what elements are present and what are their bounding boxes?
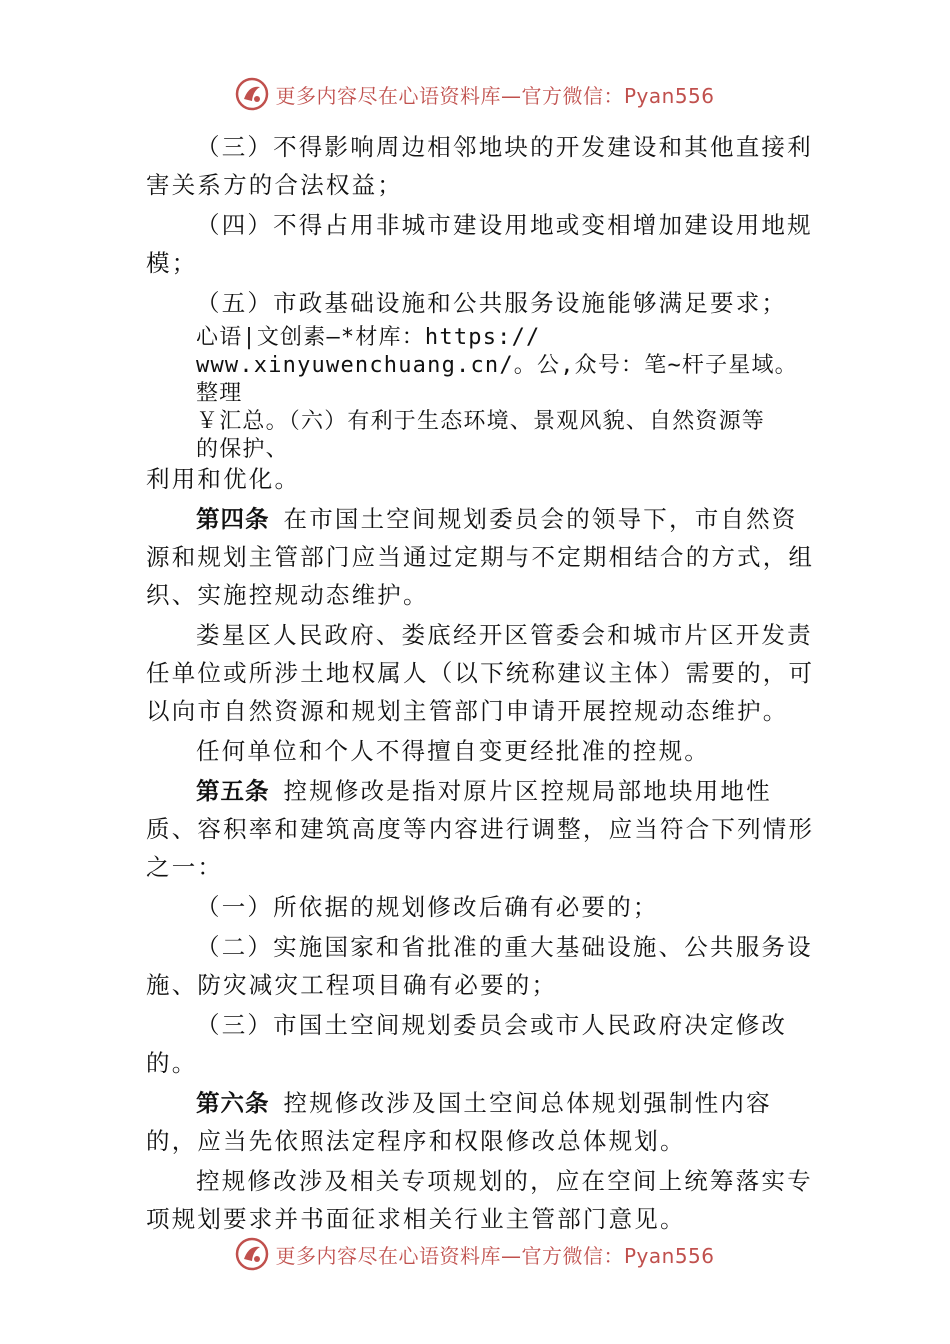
watermark-line: ￥汇总。（六）有利于生态环境、景观风貌、自然资源等 [196,409,766,434]
footer-wechat-id: Pyan556 [623,1243,715,1268]
article-4 [146,500,816,614]
article-text: 控规修改涉及国土空间总体规划强制性内容的，应当先依照法定程序和权限修改总体规划。 [146,1089,772,1155]
paragraph: （一）所依据的规划修改后确有必要的； [196,893,659,921]
paragraph: （二）实施国家和省批准的重大基础设施、公共服务设施、防灾减灾工程项目确有必要的； [146,933,813,999]
footer-text: 更多内容尽在心语资料库—官方微信：Pyan556 [275,1243,715,1268]
document-body [146,128,816,1240]
paragraph: 控规修改涉及相关专项规划的，应在空间上统筹落实专项规划要求并书面征求相关行业主管部门意见。 [146,1167,813,1233]
article-title: 第六条 [196,1089,270,1117]
article-title: 第四条 [196,505,270,533]
brand-logo-icon [235,1237,269,1271]
paragraph: （四）不得占用非城市建设用地或变相增加建设用地规模； [146,211,813,277]
paragraph: 利用和优化。 [146,465,301,493]
paragraph: （三）市国土空间规划委员会或市人民政府决定修改的。 [146,1011,788,1077]
article-text: 控规修改是指对原片区控规局部地块用地性质、容积率和建筑高度等内容进行调整，应当符合下列情形之一： [146,777,815,881]
watermark-footer [0,1232,950,1276]
watermark-line: 的保护、 [196,437,289,462]
watermark-line: www.xinyuwenchuang.cn/。公,众号：笔~杆子星域。整理 [196,353,798,406]
article-title: 第五条 [196,777,270,805]
brand-logo-icon [235,77,269,111]
header-wechat-id: Pyan556 [623,83,715,108]
paragraph: （五）市政基础设施和公共服务设施能够满足要求； [196,289,788,317]
header-text: 更多内容尽在心语资料库—官方微信：Pyan556 [275,83,715,108]
inline-watermark [196,324,816,464]
article-5 [146,772,816,886]
paragraph: （三）不得影响周边相邻地块的开发建设和其他直接利害关系方的合法权益； [146,133,813,199]
watermark-header [0,72,950,116]
watermark-line: 心语|文创素—*材库：https:// [196,325,541,350]
paragraph: 娄星区人民政府、娄底经开区管委会和城市片区开发责任单位或所涉土地权属人（以下统称建议主体）需要的，可以向市自然资源和规划主管部门申请开展控规动态维护。 [146,621,815,725]
article-text: 在市国土空间规划委员会的领导下，市自然资源和规划主管部门应当通过定期与不定期相结合的方式，组织、实施控规动态维护。 [146,505,815,609]
paragraph: 任何单位和个人不得擅自变更经批准的控规。 [196,737,710,765]
article-6 [146,1084,816,1160]
